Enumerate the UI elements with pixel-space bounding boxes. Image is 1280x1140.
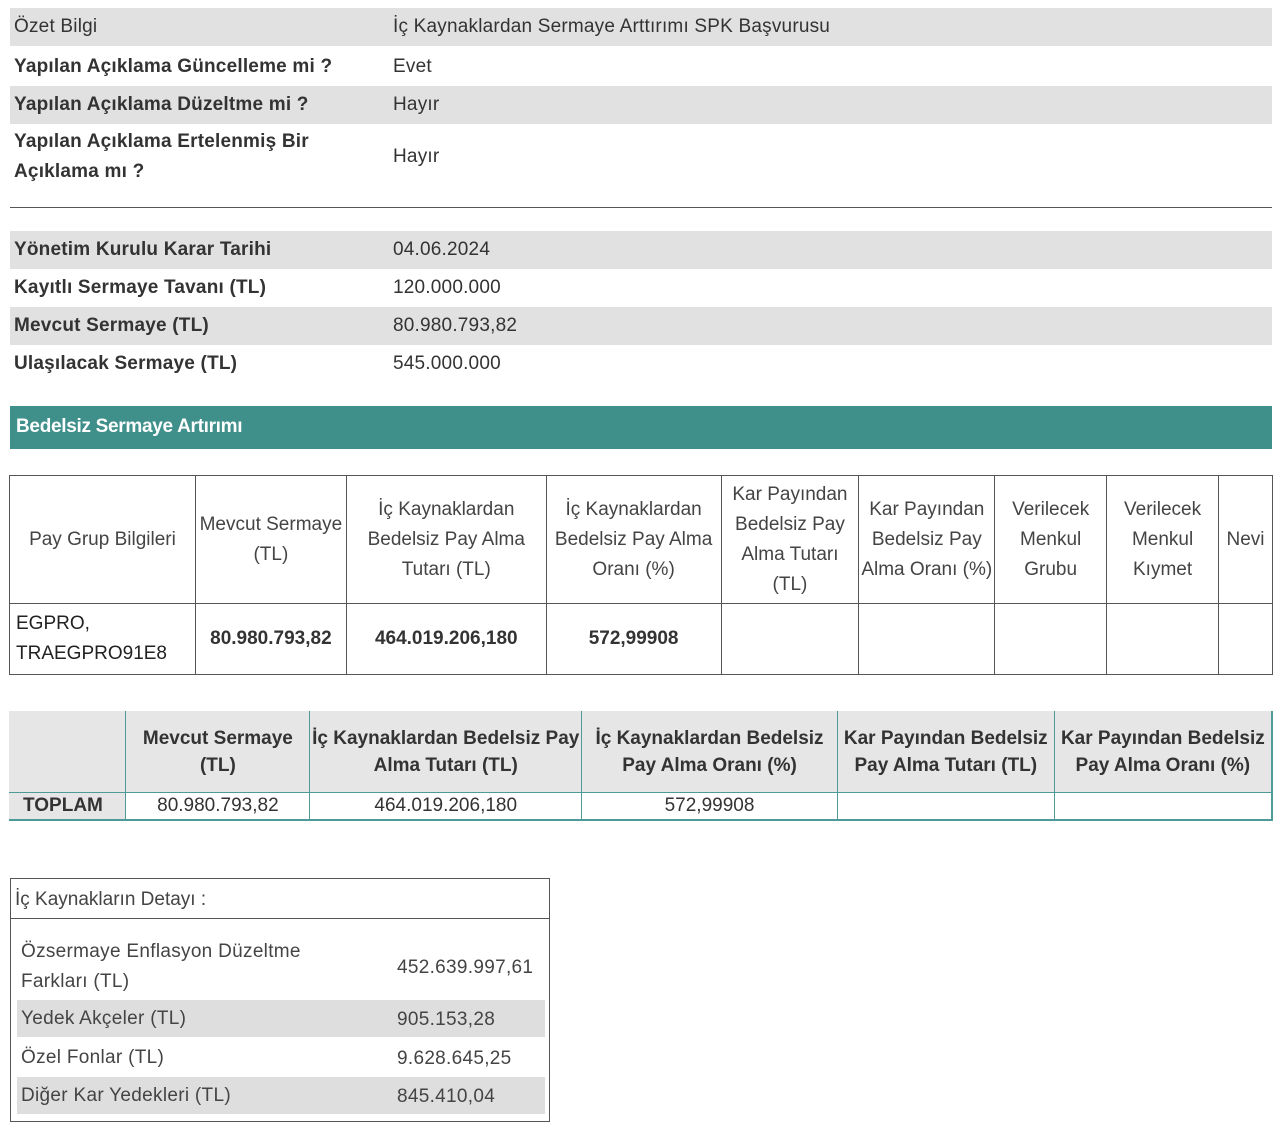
detail-label: Özel Fonlar (TL) — [21, 1047, 165, 1068]
detail-label: Diğer Kar Yedekleri (TL) — [21, 1085, 231, 1106]
column-header: İç Kaynaklardan Bedelsiz Pay Alma Oranı (%) — [582, 711, 838, 793]
detail-value: 9.628.645,25 — [397, 1048, 512, 1069]
section-title: Bedelsiz Sermaye Artırımı — [16, 416, 243, 437]
section-banner — [10, 406, 1272, 449]
table-cell — [837, 793, 1054, 821]
totals-table — [9, 711, 1273, 821]
column-header: Kar Payından Bedelsiz Pay Alma Tutarı (TL) — [721, 476, 859, 604]
summary-row-update — [10, 48, 1272, 86]
column-header: Kar Payından Bedelsiz Pay Alma Oranı (%) — [859, 476, 995, 604]
capital-row-decision-date — [10, 231, 1272, 269]
summary-label: Yapılan Açıklama Ertelenmiş Bir Açıklama mı ? — [14, 131, 309, 182]
column-header: Nevi — [1219, 476, 1273, 604]
column-header: Mevcut Sermaye (TL) — [195, 476, 346, 604]
summary-value: İç Kaynaklardan Sermaye Arttırımı SPK Başvurusu — [393, 16, 831, 37]
detail-row — [17, 1077, 545, 1114]
detail-value: 845.410,04 — [397, 1086, 496, 1107]
column-header: Verilecek Menkul Kıymet — [1107, 476, 1219, 604]
table-cell: 572,99908 — [582, 793, 838, 821]
detail-value: 452.639.997,61 — [397, 957, 534, 978]
table-cell — [721, 604, 859, 675]
table-cell — [1219, 604, 1273, 675]
table-cell: 80.980.793,82 — [195, 604, 346, 675]
table-header-row — [9, 711, 1272, 793]
column-header: Mevcut Sermaye (TL) — [126, 711, 310, 793]
table-cell: 572,99908 — [546, 604, 721, 675]
table-cell: EGPRO, TRAEGPRO91E8 — [10, 604, 196, 675]
summary-label: Yapılan Açıklama Düzeltme mi ? — [14, 94, 309, 115]
detail-row — [17, 1039, 545, 1076]
detail-row — [17, 935, 545, 999]
column-header — [9, 711, 126, 793]
internal-sources-detail — [10, 878, 550, 1122]
column-header: İç Kaynaklardan Bedelsiz Pay Alma Tutarı (TL) — [310, 711, 582, 793]
summary-label: Özet Bilgi — [14, 16, 98, 37]
summary-value: Evet — [393, 56, 432, 77]
column-header: Kar Payından Bedelsiz Pay Alma Oranı (%) — [1054, 711, 1272, 793]
column-header: İç Kaynaklardan Bedelsiz Pay Alma Oranı (%) — [546, 476, 721, 604]
share-group-table — [9, 475, 1273, 675]
capital-value: 545.000.000 — [393, 353, 501, 374]
capital-label: Kayıtlı Sermaye Tavanı (TL) — [14, 277, 267, 298]
capital-label: Ulaşılacak Sermaye (TL) — [14, 353, 238, 374]
summary-row-type — [10, 8, 1272, 46]
summary-value: Hayır — [393, 146, 440, 167]
column-header: Verilecek Menkul Grubu — [995, 476, 1107, 604]
detail-label: Yedek Akçeler (TL) — [21, 1008, 187, 1029]
detail-row — [17, 1000, 545, 1037]
table-cell — [1054, 793, 1272, 821]
capital-value: 04.06.2024 — [393, 239, 491, 260]
capital-row-current — [10, 307, 1272, 345]
capital-label: Mevcut Sermaye (TL) — [14, 315, 209, 336]
table-cell: 464.019.206,180 — [346, 604, 546, 675]
detail-title: İç Kaynakların Detayı : — [15, 889, 207, 910]
table-header-row — [10, 476, 1273, 604]
summary-label: Yapılan Açıklama Güncelleme mi ? — [14, 56, 333, 77]
table-cell — [1107, 604, 1219, 675]
table-row — [10, 604, 1273, 675]
column-header: Kar Payından Bedelsiz Pay Alma Tutarı (TL) — [837, 711, 1054, 793]
capital-value: 120.000.000 — [393, 277, 501, 298]
capital-label: Yönetim Kurulu Karar Tarihi — [14, 239, 272, 260]
capital-value: 80.980.793,82 — [393, 315, 518, 336]
summary-row-deferred — [10, 126, 1272, 188]
divider — [10, 207, 1272, 208]
table-cell: 464.019.206,180 — [310, 793, 582, 821]
column-header: İç Kaynaklardan Bedelsiz Pay Alma Tutarı (TL) — [346, 476, 546, 604]
summary-row-correction — [10, 86, 1272, 124]
table-cell: 80.980.793,82 — [126, 793, 310, 821]
totals-label: TOPLAM — [9, 793, 126, 821]
detail-value: 905.153,28 — [397, 1009, 496, 1030]
table-cell — [859, 604, 995, 675]
column-header: Pay Grup Bilgileri — [10, 476, 196, 604]
divider — [11, 918, 549, 919]
capital-row-registered-ceiling — [10, 269, 1272, 307]
totals-row — [9, 793, 1272, 821]
table-cell — [995, 604, 1107, 675]
detail-label: Özsermaye Enflasyon Düzeltme Farkları (TL) — [21, 941, 301, 992]
summary-value: Hayır — [393, 94, 440, 115]
capital-row-target — [10, 345, 1272, 383]
